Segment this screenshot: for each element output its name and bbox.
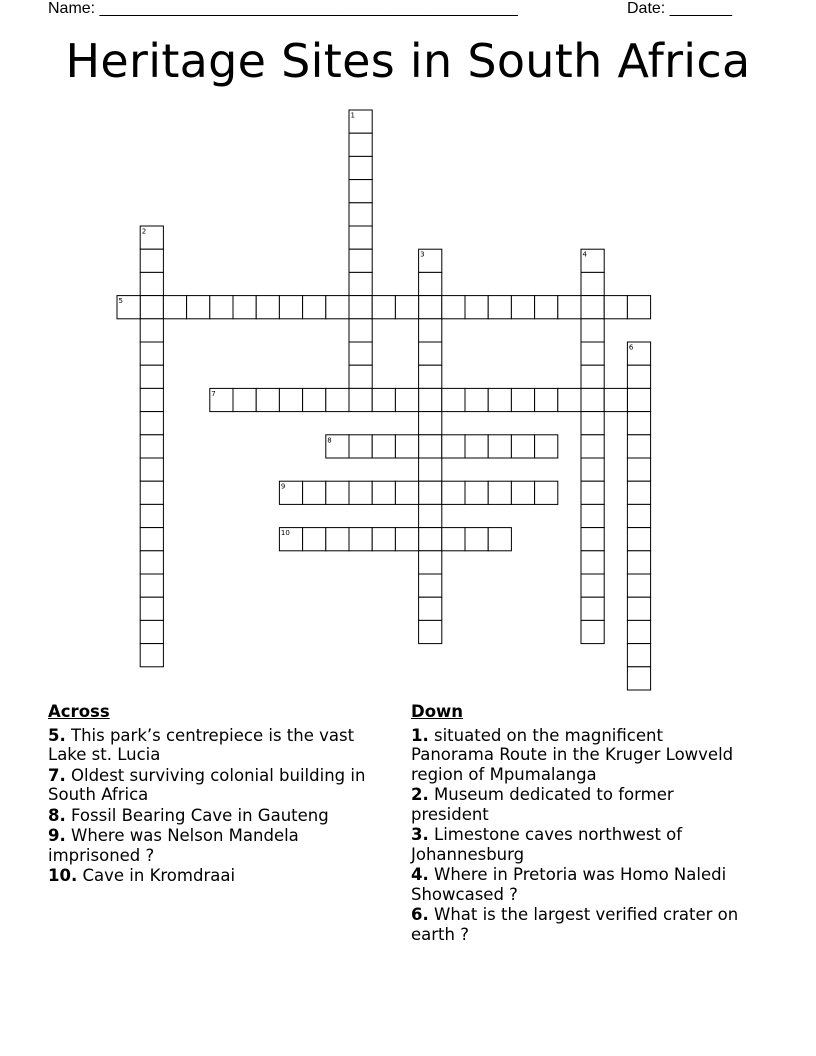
grid-cell[interactable] [419, 272, 442, 295]
grid-cell[interactable] [465, 435, 488, 458]
clue-text: Cave in Kromdraai [82, 866, 236, 885]
grid-cell[interactable] [581, 458, 604, 481]
across-clue [48, 726, 388, 765]
cell-number: 8 [327, 436, 332, 445]
clue-number: 8. [48, 805, 66, 825]
grid-cell[interactable] [256, 296, 279, 319]
grid-cell[interactable] [140, 435, 163, 458]
grid-cell[interactable] [581, 620, 604, 643]
grid-cell[interactable] [395, 388, 418, 411]
cell-number: 5 [118, 297, 123, 306]
grid-cell[interactable] [465, 481, 488, 504]
page-title: Heritage Sites in South Africa [65, 34, 751, 88]
grid-cell[interactable] [140, 620, 163, 643]
grid-cell[interactable] [419, 365, 442, 388]
grid-cell[interactable] [256, 388, 279, 411]
grid-cell[interactable] [419, 551, 442, 574]
grid-cell[interactable] [140, 551, 163, 574]
grid-cell[interactable] [627, 388, 650, 411]
grid-cell[interactable] [349, 319, 372, 342]
cell-number: 10 [280, 529, 290, 538]
grid-cell[interactable] [604, 296, 627, 319]
clue-text: This park’s centrepiece is the vast Lake st. Lucia [48, 725, 355, 764]
grid-cell[interactable] [372, 481, 395, 504]
grid-cell[interactable] [488, 388, 511, 411]
grid-cell[interactable] [349, 272, 372, 295]
grid-cell[interactable] [627, 574, 650, 597]
across-heading: Across [48, 702, 110, 721]
grid-cell[interactable] [511, 481, 534, 504]
grid-cell[interactable] [326, 388, 349, 411]
grid-cell[interactable] [581, 504, 604, 527]
grid-cell[interactable] [326, 296, 349, 319]
grid-cell[interactable] [349, 156, 372, 179]
clue-number: 5. [48, 725, 66, 745]
grid-cell[interactable] [210, 296, 233, 319]
cell-number: 4 [582, 250, 587, 259]
grid-cell[interactable] [558, 296, 581, 319]
grid-cell[interactable] [419, 296, 442, 319]
grid-cell[interactable] [419, 620, 442, 643]
grid-cell[interactable] [581, 365, 604, 388]
clue-text: Where in Pretoria was Homo Naledi Showcased ? [411, 865, 727, 904]
grid-cell[interactable] [581, 319, 604, 342]
grid-cell[interactable] [140, 249, 163, 272]
grid-cell[interactable] [419, 528, 442, 551]
grid-cell[interactable] [488, 528, 511, 551]
grid-cell[interactable] [303, 296, 326, 319]
grid-cell[interactable] [627, 296, 650, 319]
grid-cell[interactable] [326, 528, 349, 551]
grid-cell[interactable] [303, 481, 326, 504]
grid-cell[interactable] [488, 481, 511, 504]
grid-cell[interactable] [349, 342, 372, 365]
grid-cell[interactable] [627, 412, 650, 435]
grid-cell[interactable] [233, 388, 256, 411]
grid-cell[interactable] [581, 435, 604, 458]
grid-cell[interactable] [140, 458, 163, 481]
grid-cell[interactable] [581, 342, 604, 365]
cell-number: 9 [280, 482, 286, 491]
grid-cell[interactable] [511, 388, 534, 411]
grid-cell[interactable] [349, 133, 372, 156]
grid-cell[interactable] [535, 296, 558, 319]
grid-cell[interactable] [535, 388, 558, 411]
down-clue [411, 726, 751, 785]
grid-cell[interactable] [419, 388, 442, 411]
grid-cell[interactable] [465, 388, 488, 411]
clue-number: 3. [411, 825, 429, 844]
cell-number: 1 [350, 111, 355, 120]
grid-cell[interactable] [581, 597, 604, 620]
grid-cell[interactable] [442, 296, 465, 319]
grid-cell[interactable] [581, 388, 604, 411]
cell-number: 7 [211, 389, 216, 398]
grid-cell[interactable] [627, 504, 650, 527]
date-field[interactable]: Date: _______ [627, 0, 732, 17]
grid-cell[interactable] [140, 574, 163, 597]
down-clue [411, 905, 751, 944]
grid-cell[interactable] [349, 180, 372, 203]
grid-cell[interactable] [349, 249, 372, 272]
grid-cell[interactable] [140, 296, 163, 319]
grid-cell[interactable] [349, 226, 372, 249]
clue-number: 2. [411, 785, 429, 804]
grid-cell[interactable] [627, 551, 650, 574]
grid-cell[interactable] [140, 597, 163, 620]
grid-cell[interactable] [627, 458, 650, 481]
grid-cell[interactable] [349, 528, 372, 551]
grid-cell[interactable] [349, 365, 372, 388]
down-heading: Down [411, 702, 464, 721]
grid-cell[interactable] [303, 528, 326, 551]
grid-cell[interactable] [140, 412, 163, 435]
grid-cell[interactable] [627, 620, 650, 643]
grid-cell[interactable] [627, 481, 650, 504]
grid-cell[interactable] [419, 574, 442, 597]
grid-cell[interactable] [140, 504, 163, 527]
grid-cell[interactable] [419, 504, 442, 527]
grid-cell[interactable] [140, 388, 163, 411]
grid-cell[interactable] [581, 574, 604, 597]
across-clue [48, 806, 388, 826]
clue-text: Where was Nelson Mandela imprisoned ? [48, 826, 299, 865]
clue-number: 4. [411, 865, 429, 884]
grid-cell[interactable] [372, 528, 395, 551]
grid-cell[interactable] [535, 481, 558, 504]
across-clues [48, 702, 388, 887]
grid-cell[interactable] [558, 388, 581, 411]
grid-cell[interactable] [627, 597, 650, 620]
clue-text: situated on the magnificent Panorama Route in the Kruger Lowveld region of Mpumalanga [411, 725, 734, 784]
grid-cell[interactable] [627, 644, 650, 667]
clue-number: 7. [48, 765, 66, 785]
grid-cell[interactable] [442, 481, 465, 504]
grid-cell[interactable] [349, 388, 372, 411]
cell-number: 2 [141, 227, 147, 236]
grid-cell[interactable] [419, 458, 442, 481]
clue-number: 10. [48, 866, 78, 885]
cell-number: 3 [420, 250, 425, 259]
down-clue [411, 785, 751, 824]
grid-cell[interactable] [349, 203, 372, 226]
clue-text: Museum dedicated to former president [411, 785, 674, 824]
grid-cell[interactable] [372, 388, 395, 411]
grid-cell[interactable] [140, 365, 163, 388]
grid-cell[interactable] [419, 435, 442, 458]
cell-number: 6 [628, 343, 634, 352]
grid-cell[interactable] [581, 528, 604, 551]
grid-cell[interactable] [465, 296, 488, 319]
clue-text: Fossil Bearing Cave in Gauteng [71, 805, 329, 825]
grid-cell[interactable] [488, 435, 511, 458]
grid-cell[interactable] [279, 388, 302, 411]
grid-cell[interactable] [419, 342, 442, 365]
clue-number: 1. [411, 725, 429, 745]
grid-cell[interactable] [326, 481, 349, 504]
grid-cell[interactable] [581, 296, 604, 319]
grid-cell[interactable] [511, 435, 534, 458]
down-clues [411, 702, 751, 945]
grid-cell[interactable] [465, 528, 488, 551]
grid-cell[interactable] [140, 528, 163, 551]
grid-cell[interactable] [627, 667, 650, 690]
grid-cell[interactable] [488, 296, 511, 319]
down-clue [411, 865, 751, 904]
grid-cell[interactable] [581, 272, 604, 295]
clue-number: 6. [411, 905, 429, 924]
grid-cell[interactable] [442, 388, 465, 411]
grid-cell[interactable] [627, 435, 650, 458]
name-field[interactable]: Name: _______________________________________________ [48, 0, 518, 17]
grid-cell[interactable] [419, 412, 442, 435]
grid-cell[interactable] [187, 296, 210, 319]
clue-text: Limestone caves northwest of Johannesburg [411, 825, 683, 864]
grid-cell[interactable] [140, 319, 163, 342]
grid-cell[interactable] [511, 296, 534, 319]
across-clue [48, 766, 388, 805]
grid-cell[interactable] [349, 481, 372, 504]
grid-cell[interactable] [140, 272, 163, 295]
across-clue [48, 866, 388, 886]
grid-cell[interactable] [419, 597, 442, 620]
grid-cell[interactable] [535, 435, 558, 458]
grid-cell[interactable] [419, 319, 442, 342]
grid-cell[interactable] [395, 481, 418, 504]
grid-cell[interactable] [279, 296, 302, 319]
grid-cell[interactable] [372, 296, 395, 319]
clue-text: Oldest surviving colonial building in South Africa [48, 765, 366, 804]
grid-cell[interactable] [349, 296, 372, 319]
grid-cell[interactable] [442, 528, 465, 551]
grid-cell[interactable] [442, 435, 465, 458]
grid-cell[interactable] [604, 388, 627, 411]
grid-cell[interactable] [581, 412, 604, 435]
grid-cell[interactable] [581, 481, 604, 504]
grid-cell[interactable] [233, 296, 256, 319]
across-clue [48, 826, 388, 865]
grid-cell[interactable] [627, 528, 650, 551]
clue-number: 9. [48, 826, 66, 845]
grid-cell[interactable] [303, 388, 326, 411]
grid-cell[interactable] [395, 296, 418, 319]
grid-cell[interactable] [627, 365, 650, 388]
grid-cell[interactable] [349, 435, 372, 458]
down-clue [411, 825, 751, 864]
grid-cell[interactable] [581, 551, 604, 574]
grid-cell[interactable] [372, 435, 395, 458]
grid-cell[interactable] [395, 528, 418, 551]
grid-cell[interactable] [140, 481, 163, 504]
grid-cell[interactable] [140, 342, 163, 365]
grid-cell[interactable] [163, 296, 186, 319]
grid-cell[interactable] [419, 481, 442, 504]
grid-cell[interactable] [395, 435, 418, 458]
clue-text: What is the largest verified crater on earth ? [411, 905, 739, 944]
grid-cell[interactable] [140, 644, 163, 667]
